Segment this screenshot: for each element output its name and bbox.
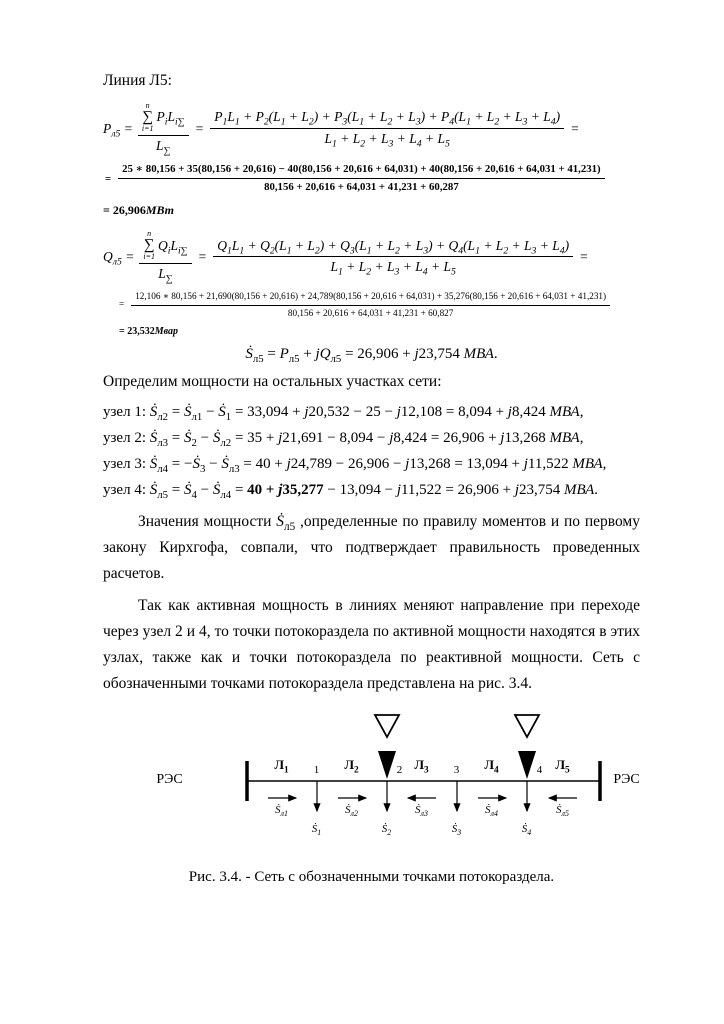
q-numeric-fraction: 12,106 ∗ 80,156 + 21,690(80,156 + 20,616) + 24,789(80,156 + 20,616 + 64,031) + 35,276(80,156 + 20,616 + 64,031 + 41,231) 80,156 + 20,616 + 64,031 + 41,231 + 60,827: [131, 291, 610, 319]
p-moment-fraction: n ∑ i=1 $P_iL_{i\sum}$ $L_\sum$: [138, 102, 189, 155]
flow-label-l5: Ṡ$_{л5}$: [556, 804, 569, 819]
division-marker-outline-node2: [375, 715, 399, 737]
figure-network-diagram: [103, 711, 640, 849]
node-number-3: 3: [453, 764, 460, 777]
node-equation-1: узел 1: Ṡ$_{л2}$ = Ṡ$_{л1}$ − Ṡ$_1$ = 33,094 + j20,532 − 25 − j12,108 = 8,094 + j8,424 МВА,: [103, 404, 584, 424]
formula-q-result: = 23,532 Мвар: [119, 326, 178, 338]
flow-label-l2: Ṡ$_{л2}$: [345, 804, 358, 819]
node-1-equation: Ṡ$_{л2}$ = Ṡ$_{л1}$ − Ṡ$_1$ = 33,094 + j20,532 − 25 − j12,108 = 8,094 + j8,424 МВА,: [149, 404, 584, 424]
division-marker-outline-node4: [515, 715, 539, 737]
formula-p-symbolic: $P_{л5}$ = n ∑ i=1 $P_iL_{i\sum}$ $L_\sum$ = $P_1L_1 + P_2(L_1 + L_2) + P_3(L_1 + L_2 + L_3) + P_4(L_1 + L_2 + L_3 + L_4)$ $L_1 + L_2 + L_3 + L_4 + L_5$ =: [103, 101, 579, 157]
load-label-2: Ṡ$_2$: [381, 823, 392, 838]
node-equation-2: узел 2: Ṡ$_{л3}$ = Ṡ$_2$ − Ṡ$_{л2}$ = 35 + j21,691 − 8,094 − j8,424 = 26,906 + j13,268 МВА,: [103, 430, 584, 450]
formula-q-symbolic: $Q_{л5}$ = n ∑ i=1 $Q_iL_{i\sum}$ $L_\sum$ = $Q_1L_1 + Q_2(L_1 + L_2) + Q_3(L_1 + L_2 + L_3) + Q_4(L_1 + L_2 + L_3 + L_4)$ $L_1 + L_2 + L_3 + L_4 + L_5$ =: [103, 229, 588, 286]
paragraph-moments: Значения мощности Ṡ$_{л5}$ ,определенные по правилу моментов и по первому закону Кирхгофа, совпали, что подтверждает правильность проведенных расчетов.: [103, 513, 640, 583]
q-moment-fraction: n ∑ i=1 $Q_iL_{i\sum}$ $L_\sum$: [139, 230, 191, 283]
p-expanded-fraction: $P_1L_1 + P_2(L_1 + L_2) + P_3(L_1 + L_2 + L_3) + P_4(L_1 + L_2 + L_3 + L_4)$ $L_1 + L_2 + L_3 + L_4 + L_5$: [210, 109, 564, 148]
flow-label-l3: Ṡ$_{л3}$: [415, 804, 428, 819]
q-expanded-fraction: $Q_1L_1 + Q_2(L_1 + L_2) + Q_3(L_1 + L_2 + L_3) + Q_4(L_1 + L_2 + L_3 + L_4)$ $L_1 + L_2 + L_3 + L_4 + L_5$: [213, 238, 573, 277]
section-heading: Линия Л5:: [103, 72, 172, 89]
node-4-equation: Ṡ$_{л5}$ = Ṡ$_4$ − Ṡ$_{л4}$ = 40 + j35,277 − 13,094 − j11,522 = 26,906 + j23,754 МВА.: [149, 482, 599, 502]
node-number-4: 4: [536, 764, 543, 777]
left-source-label: РЭС: [156, 772, 183, 788]
figure-caption: Рис. 3.4. - Сеть с обозначенными точками потокораздела.: [188, 869, 555, 886]
load-label-1: Ṡ$_1$: [311, 823, 322, 838]
formula-q-numeric: = 12,106 ∗ 80,156 + 21,690(80,156 + 20,616) + 24,789(80,156 + 20,616 + 64,031) + 35,276(80,156 + 20,616 + 64,031 + 41,231) 80,156 + 20,616 + 64,031 + 41,231 + 60,827: [117, 291, 640, 319]
p-numeric-fraction: 25 ∗ 80,156 + 35(80,156 + 20,616) − 40(80,156 + 20,616 + 64,031) + 40(80,156 + 20,616 + 64,031 + 41,231) 80,156 + 20,616 + 64,031 + 41,231 + 60,287: [118, 163, 605, 195]
flow-label-l1: Ṡ$_{л1}$: [275, 804, 288, 819]
q-lhs: $Q_{л5}$ =: [103, 249, 135, 268]
p-lhs: $P_{л5}$ =: [103, 120, 133, 140]
node-number-1: 1: [313, 764, 320, 777]
summation-symbol: n ∑ i=1: [141, 101, 154, 133]
line-label-l2: $Л_2$: [344, 757, 359, 776]
node-number-2: 2: [396, 764, 403, 777]
formula-p-numeric: = 25 ∗ 80,156 + 35(80,156 + 20,616) − 40(80,156 + 20,616 + 64,031) + 40(80,156 + 20,616 + 64,031 + 41,231) 80,156 + 20,616 + 64,031 + 41,231 + 60,287: [103, 163, 640, 195]
load-label-3: Ṡ$_3$: [451, 823, 462, 838]
paragraph-flow-division: Так как активная мощность в линиях меняют направление при переходе через узел 2 и 4, то точки потокораздела по активной мощности находятся в этих узлах, также как и точки потокораздела по реактивной мощности. Сеть с обозначенными точками потокораздела представлена на рис. 3.4.: [103, 597, 640, 693]
line-label-l3: $Л_3$: [414, 757, 429, 776]
p-result-unit: МВт: [145, 202, 174, 217]
right-source-label: РЭС: [613, 772, 640, 788]
node-equation-3: узел 3: Ṡ$_{л4}$ = −Ṡ$_3$ − Ṡ$_{л3}$ = 40 + j24,789 − 26,906 − j13,268 = 13,094 + j11,522 МВА,: [103, 456, 607, 476]
intro-text: Определим мощности на остальных участках сети:: [103, 373, 442, 391]
line-label-l5: $Л_5$: [555, 757, 570, 776]
flow-label-l4: Ṡ$_{л4}$: [485, 804, 498, 819]
node-2-equation: Ṡ$_{л3}$ = Ṡ$_2$ − Ṡ$_{л2}$ = 35 + j21,691 − 8,094 − j8,424 = 26,906 + j13,268 МВА,: [149, 430, 584, 450]
summation-symbol: n ∑ i=1: [143, 229, 155, 262]
network-diagram: [117, 711, 640, 849]
line-label-l4: $Л_4$: [484, 757, 499, 776]
q-result-unit: Мвар: [154, 326, 178, 338]
formula-s-total: Ṡ$_{л5}$ = $P_{л5} + jQ_{л5} = 26,906 + j23,754$ МВА.: [245, 346, 498, 366]
load-label-4: Ṡ$_4$: [521, 823, 532, 838]
node-equation-4: узел 4: Ṡ$_{л5}$ = Ṡ$_4$ − Ṡ$_{л4}$ = 40 + j35,277 − 13,094 − j11,522 = 26,906 + j23,754 МВА.: [103, 482, 599, 502]
node-3-equation: Ṡ$_{л4}$ = −Ṡ$_3$ − Ṡ$_{л3}$ = 40 + j24,789 − 26,906 − j13,268 = 13,094 + j11,522 МВА,: [149, 456, 607, 476]
formula-p-result: = 26,906 МВт: [103, 202, 174, 217]
line-label-l1: $Л_1$: [274, 757, 289, 776]
